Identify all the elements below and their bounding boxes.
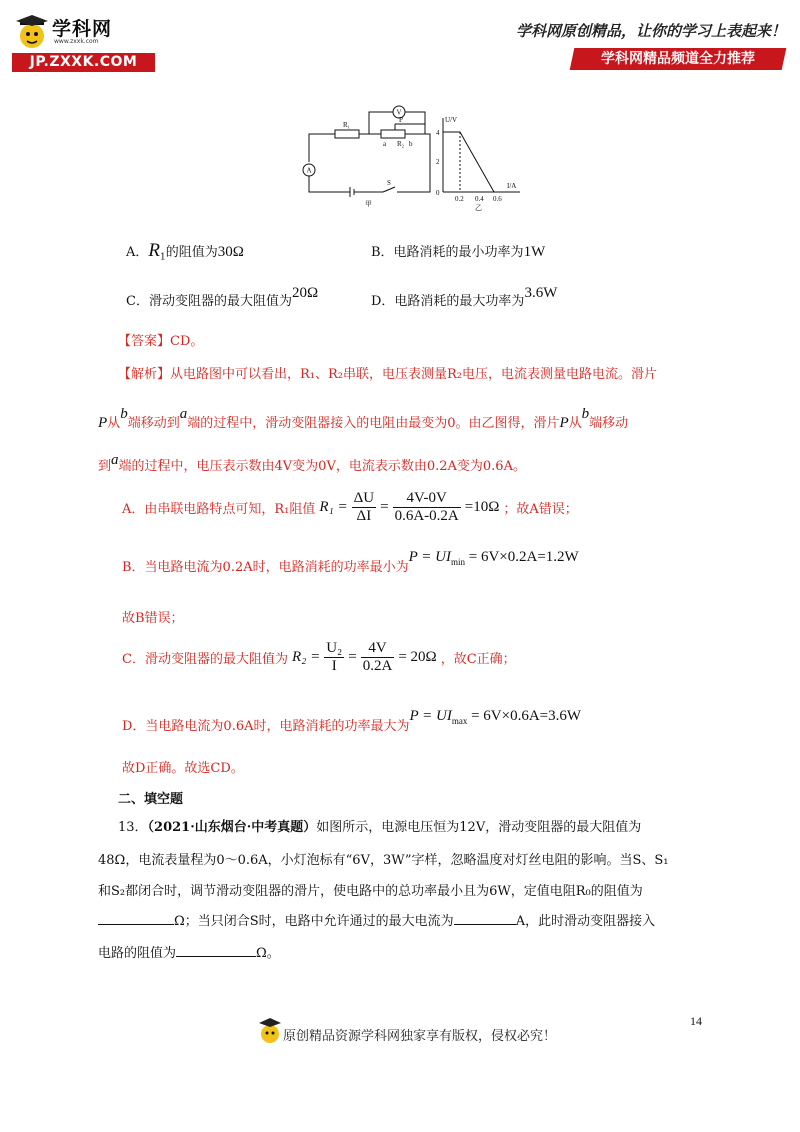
fraction-du-di	[352, 490, 376, 525]
graph-y-axis-label: U/V	[445, 116, 458, 124]
analysis-b-text: B．当电路电流为0.2A时，电路消耗的功率最小为	[122, 560, 409, 575]
analysis-b-conclusion: 故B错误；	[122, 611, 184, 626]
analysis-line2-text: 端的过程中，滑动变阻器接入的电阻由最变为0。由乙图得，滑片	[187, 416, 560, 431]
word-moved-to: 端移动到	[127, 416, 180, 431]
answer-tag: 【答案】	[118, 334, 171, 349]
word-to: 到	[98, 459, 112, 474]
footer-copyright: 原创精品资源学科网独家享有版权，侵权必究！	[283, 1029, 557, 1044]
question-number: 13．	[118, 820, 148, 835]
fraction-den: 0.6A-0.2A	[394, 508, 459, 524]
logo-text: 学科网	[52, 18, 113, 40]
fraction-num: 4V-0V	[393, 490, 461, 508]
formula-r2: R₂ =	[291, 649, 321, 665]
fraction-u2-i	[324, 640, 344, 675]
fraction-num: ΔU	[353, 490, 375, 506]
option-a-subscript: 1	[160, 252, 166, 263]
option-d-text: D．电路消耗的最大功率为	[371, 294, 525, 309]
fraction-values	[393, 490, 461, 525]
option-d	[371, 285, 558, 310]
formula-p: P = UI	[409, 708, 452, 724]
option-a-text: 的阻值为	[165, 245, 218, 260]
terminal-b-label: b	[409, 140, 413, 148]
analysis-line-2	[98, 406, 629, 432]
graph-caption: 乙	[475, 204, 482, 212]
question-13-line-1	[118, 816, 641, 835]
formula-result: = 6V×0.2A=1.2W	[464, 549, 579, 565]
section-title: 二、填空题	[118, 792, 184, 807]
analysis-item-d	[122, 708, 582, 736]
question-13-line-2: 48Ω，电流表量程为0～0.6A，小灯泡标有“6V，3W”字样，忽略温度对灯丝电阻的影响。当S、S₁	[98, 853, 669, 868]
symbol-a: a	[179, 406, 188, 422]
question-line1: 如图所示，电源电压恒为12V，滑动变阻器的最大阻值为	[316, 820, 642, 835]
logo-url-banner[interactable]: JP.ZXXK.COM	[12, 53, 155, 72]
option-a	[126, 240, 244, 263]
formula-result: = 20Ω	[398, 649, 437, 665]
option-a-value: 30Ω	[217, 244, 244, 260]
graph-x-tick-0-4: 0.4	[475, 195, 484, 203]
analysis-item-b	[122, 549, 579, 577]
question-13-line-5	[98, 942, 280, 961]
answer-blank-r0[interactable]	[98, 912, 174, 925]
question-source: （2021·山东烟台·中考真题）	[147, 820, 317, 835]
answer-line	[118, 330, 203, 349]
symbol-p: P	[98, 415, 108, 431]
header-slogan: 学科网原创精品，让你的学习上表起来！	[515, 22, 786, 40]
ammeter-label: A	[306, 166, 312, 175]
question-line4b: A，此时滑动变阻器接入	[515, 914, 656, 929]
formula-result: =10Ω	[464, 499, 500, 515]
graph-x-axis-label: I/A	[507, 182, 517, 190]
formula-sub-min: min	[450, 556, 465, 567]
option-d-value: 3.6W	[524, 285, 558, 301]
analysis-c-text: C．滑动变阻器的最大阻值为	[122, 652, 288, 667]
formula-r1: R₁ =	[319, 499, 348, 515]
option-c	[126, 285, 319, 310]
graph-x-tick-0-2: 0.2	[455, 195, 464, 203]
symbol-b: b	[120, 406, 128, 422]
fraction-values	[361, 640, 395, 675]
analysis-item-a: A．由串联电路特点可知，R₁阻值 R₁ = $\frac{\Delta U}{\Delta I}$ = $\frac{4V-0V}{0.6A-0.2A}$ =10Ω ；故A错误；	[122, 490, 578, 524]
option-c-value: 20Ω	[291, 285, 319, 301]
graph-y-tick-0: 0	[436, 189, 440, 197]
analysis-tag: 【解析】	[118, 367, 171, 382]
analysis-line3-text: 端的过程中，电压表示数由4V变为0V，电流表示数由0.2A变为0.6A。	[118, 459, 526, 474]
word-from-2: 从	[568, 416, 582, 431]
word-from: 从	[107, 416, 121, 431]
question-13-line-3: 和S₂都闭合时，调节滑动变阻器的滑片，使电路中的总功率最小且为6W，定值电阻R₀的阻值为	[98, 884, 643, 899]
symbol-b-2: b	[581, 406, 590, 422]
analysis-item-c: C．滑动变阻器的最大阻值为 R₂ = $\frac{\text{U₂}}{I}$ = $\frac{4V}{0.2A}$ = 20Ω ，故C正确；	[122, 640, 516, 674]
word-moves: 端移动	[589, 416, 629, 431]
question-line5b: Ω。	[256, 946, 280, 961]
logo-subtitle: www.zxxk.com	[54, 38, 99, 45]
analysis-a-tail: ；故A错误；	[503, 502, 578, 517]
question-line4a: Ω；当只闭合S时，电路中允许通过的最大电流为	[174, 914, 454, 929]
answer-value: CD。	[170, 334, 204, 349]
formula-result: = 6V×0.6A=3.6W	[467, 708, 582, 724]
slogan-banner-text: 学科网精品频道全力推荐	[601, 51, 755, 67]
analysis-d-conclusion: 故D正确。故选CD。	[122, 761, 244, 776]
slider-p-label: P	[399, 116, 403, 124]
option-a-prefix: A．	[126, 245, 149, 260]
option-b-value: 1W	[523, 244, 546, 260]
circuit-diagram	[303, 106, 430, 197]
fraction-den: 0.2A	[362, 658, 393, 674]
circuit-and-graph-figure	[295, 100, 535, 215]
terminal-a-label: a	[383, 140, 387, 148]
header-logo-mascot	[14, 14, 50, 50]
analysis-d-text: D．当电路电流为0.6A时，电路消耗的功率最大为	[122, 719, 410, 734]
page-number: 14	[690, 1014, 702, 1028]
answer-blank-resistance[interactable]	[176, 944, 256, 957]
footer-mascot-icon	[258, 1017, 282, 1045]
fraction-den: I	[331, 658, 337, 674]
switch-s-label: S	[387, 179, 391, 187]
analysis-line1-text: 从电路图中可以看出，R₁、R₂串联，电压表测量R₂电压，电流表测量电路电流。滑片	[170, 367, 658, 382]
analysis-line-3	[98, 452, 526, 475]
voltmeter-label: V	[396, 108, 402, 117]
fraction-num: U₂	[326, 640, 343, 656]
graph-x-tick-0-6: 0.6	[493, 195, 502, 203]
question-13-line-4	[98, 910, 655, 929]
symbol-p-2: P	[559, 415, 569, 431]
option-a-symbol: R	[148, 240, 160, 261]
option-b-text: B．电路消耗的最小功率为	[371, 245, 524, 260]
question-line5a: 电路的阻值为	[98, 946, 177, 961]
symbol-a-2: a	[111, 452, 119, 468]
option-b	[371, 241, 545, 261]
analysis-a-text: A．由串联电路特点可知，R₁阻值	[122, 502, 316, 517]
r1-label: R₁	[343, 121, 351, 129]
graph-y-tick-4: 4	[436, 129, 440, 137]
graph-y-tick-2: 2	[436, 158, 440, 166]
answer-blank-current[interactable]	[454, 912, 516, 925]
header-slogan-banner	[570, 48, 787, 70]
analysis-c-tail: ，故C正确；	[440, 652, 516, 667]
r2-label: R₂	[397, 140, 405, 148]
analysis-line-1	[118, 363, 657, 382]
ui-graph	[443, 118, 520, 192]
fraction-den: ΔI	[356, 508, 372, 524]
circuit-caption: 甲	[365, 200, 372, 208]
formula-sub-max: max	[451, 715, 468, 726]
fraction-num: 4V	[361, 640, 395, 658]
option-c-text: C．滑动变阻器的最大阻值为	[126, 294, 292, 309]
formula-p: P = UI	[408, 549, 451, 565]
